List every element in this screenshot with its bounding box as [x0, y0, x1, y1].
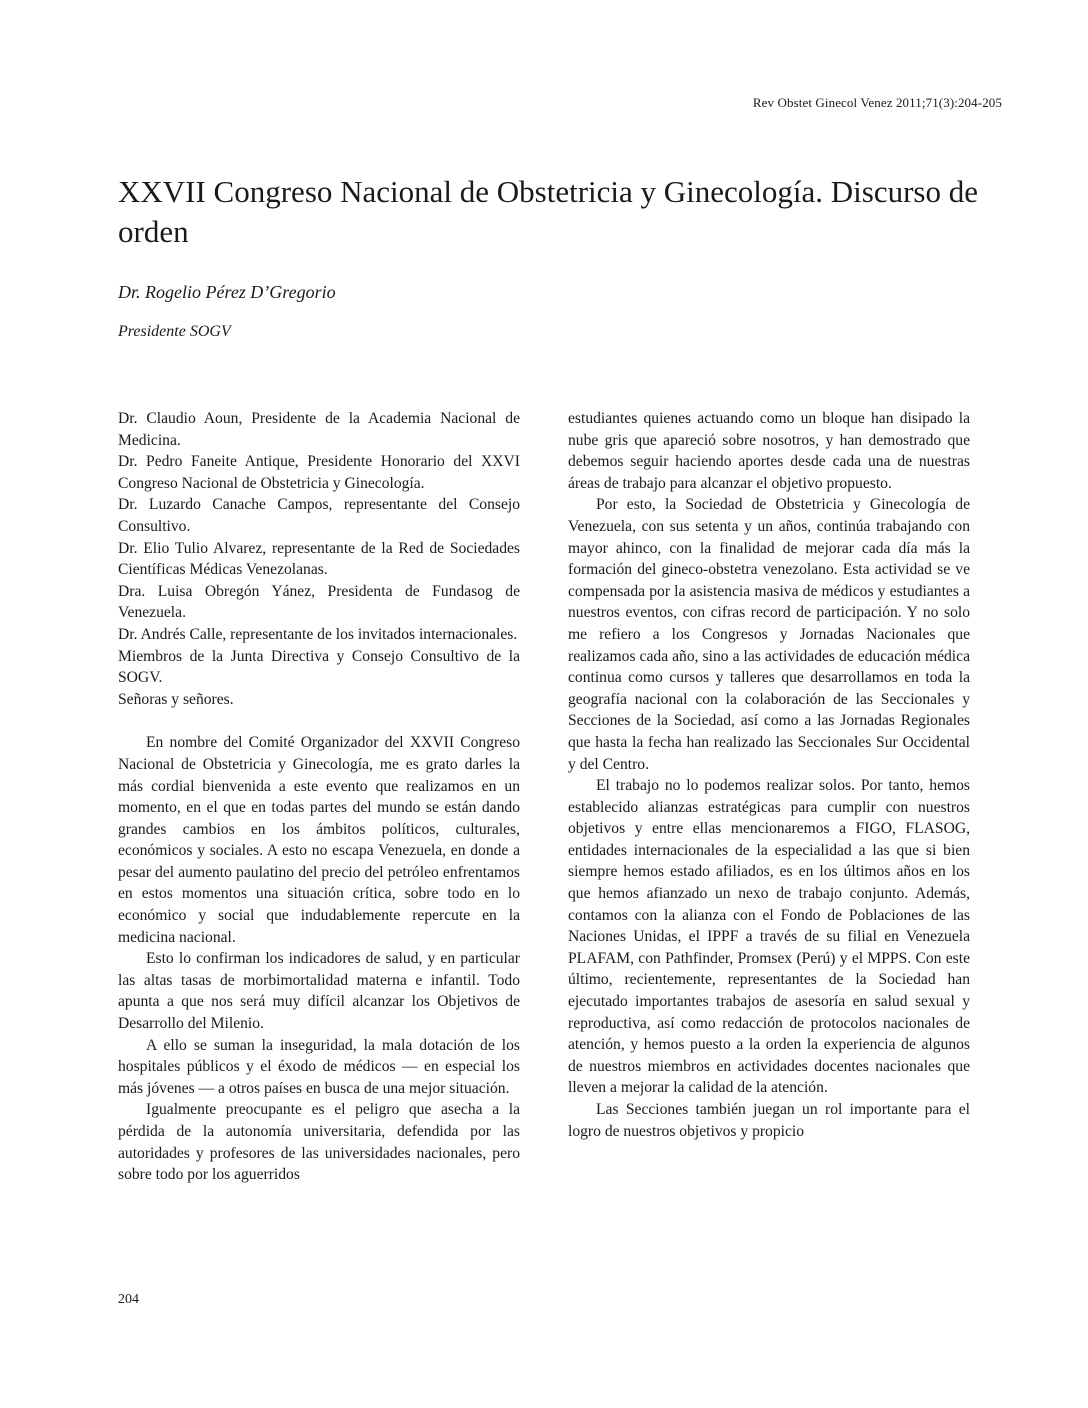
- body-paragraph: Igualmente preocupante es el peligro que asecha a la pérdida de la autonomía universitaria, defendida por las autoridades y profesores de las universidades nacionales, pero sobre todo por los aguerridos: [118, 1101, 520, 1184]
- body-paragraph-continuation: estudiantes quienes actuando como un bloque han disipado la nube gris que apareció sobre nosotros, y han demostrado que debemos seguir haciendo aportes desde cada una de nuestras áreas de trabajo para alcanzar el objetivo propuesto.: [568, 410, 970, 492]
- left-column: [118, 408, 520, 1186]
- salutation-line: Dra. Luisa Obregón Yánez, Presidenta de Fundasog de Venezuela.: [118, 582, 520, 622]
- salutation-line: Dr. Claudio Aoun, Presidente de la Academia Nacional de Medicina.: [118, 410, 520, 449]
- body-paragraph: El trabajo no lo podemos realizar solos. Por tanto, hemos establecido alianzas estratégicas para cumplir con nuestros objetivos y entre ellas mencionaremos a FIGO, FLASOG, entidades internacionales de la especialidad a las que si bien siempre hemos estado afiliados, es en los últimos años en los que hemos afianzado un nexo de trabajo conjunto. Además, contamos con la alianza con el Fondo de Poblaciones de las Naciones Unidas, el IPPF a través de su filial en Venezuela PLAFAM, con Pathfinder, Promsex (Perú) y el MPPS. Con este último, recientemente, representantes de la Sociedad han ejecutado importantes trabajos de asesoría en salud sexual y reproductiva, así como redacción de protocolos nacionales de atención, y hemos puesto a la orden la experiencia de algunos de nuestros miembros en actividades docentes nacionales que lleven a mejorar la calidad de la atención.: [568, 777, 970, 1097]
- body-paragraph: Esto lo confirman los indicadores de salud, y en particular las altas tasas de morbimortalidad materna e infantil. Todo apunta a que nos será muy difícil alcanzar los Objetivos de Desarrollo del Milenio.: [118, 950, 520, 1033]
- paragraph-spacer: [118, 710, 520, 732]
- journal-reference: Rev Obstet Ginecol Venez 2011;71(3):204-205: [752, 95, 1002, 110]
- right-column: [568, 408, 970, 1142]
- author-affiliation: Presidente SOGV: [118, 323, 231, 340]
- salutation-line: Dr. Pedro Faneite Antique, Presidente Honorario del XXVI Congreso Nacional de Obstetricia y Ginecología.: [118, 453, 520, 492]
- article-title: XXVII Congreso Nacional de Obstetricia y Ginecología. Discurso de orden: [118, 174, 979, 249]
- salutation-line: Dr. Andrés Calle, representante de los invitados internacionales.: [118, 625, 518, 643]
- body-paragraph: En nombre del Comité Organizador del XXVII Congreso Nacional de Obstetricia y Ginecología, me es grato darles la más cordial bienvenida a este evento que realizamos en un momento, en el que en todas partes del mundo se están dando grandes cambios en los ámbitos políticos, culturales, económicos y sociales. A esto no escapa Venezuela, en donde a pesar del aumento paulatino del precio del petróleo enfrentamos en estos momentos una situación crítica, sobre todo en lo económico y social que indudablemente repercute en la medicina nacional.: [118, 734, 520, 946]
- body-paragraph: A ello se suman la inseguridad, la mala dotación de los hospitales públicos y el éxodo de médicos — en especial los más jóvenes — a otros países en busca de una mejor situación.: [118, 1036, 520, 1097]
- salutation-line: Dr. Luzardo Canache Campos, representante del Consejo Consultivo.: [118, 496, 520, 535]
- body-paragraph: Por esto, la Sociedad de Obstetricia y Ginecología de Venezuela, con sus setenta y un años, continúa trabajando con mayor ahinco, con la finalidad de mejorar cada día más la formación del gineco-obstetra venezolano. Esta actividad se ve compensada por la asistencia masiva de médicos y estudiantes a nuestros eventos, con cifras record de participación. Y no solo me refiero a los Congresos y Jornadas Nacionales que realizamos cada año, sino a las actividades de educación médica continua como cursos y talleres que desarrollamos en toda la geografía nacional con la colaboración de las Seccionales y Secciones de la Sociedad, así como a las Jornadas Regionales que hasta la fecha han realizado las Seccionales Sur Occidental y del Centro.: [568, 496, 970, 773]
- salutation-line: Dr. Elio Tulio Alvarez, representante de la Red de Sociedades Científicas Médicas Venezolanas.: [118, 539, 520, 579]
- salutation-line: Miembros de la Junta Directiva y Consejo Consultivo de la SOGV.: [118, 647, 520, 687]
- article-author: Dr. Rogelio Pérez D’Gregorio: [118, 282, 336, 302]
- page-number: 204: [118, 1292, 139, 1307]
- body-paragraph: Las Secciones también juegan un rol importante para el logro de nuestros objetivos y propicio: [568, 1101, 970, 1140]
- salutation-line: Señoras y señores.: [118, 690, 234, 708]
